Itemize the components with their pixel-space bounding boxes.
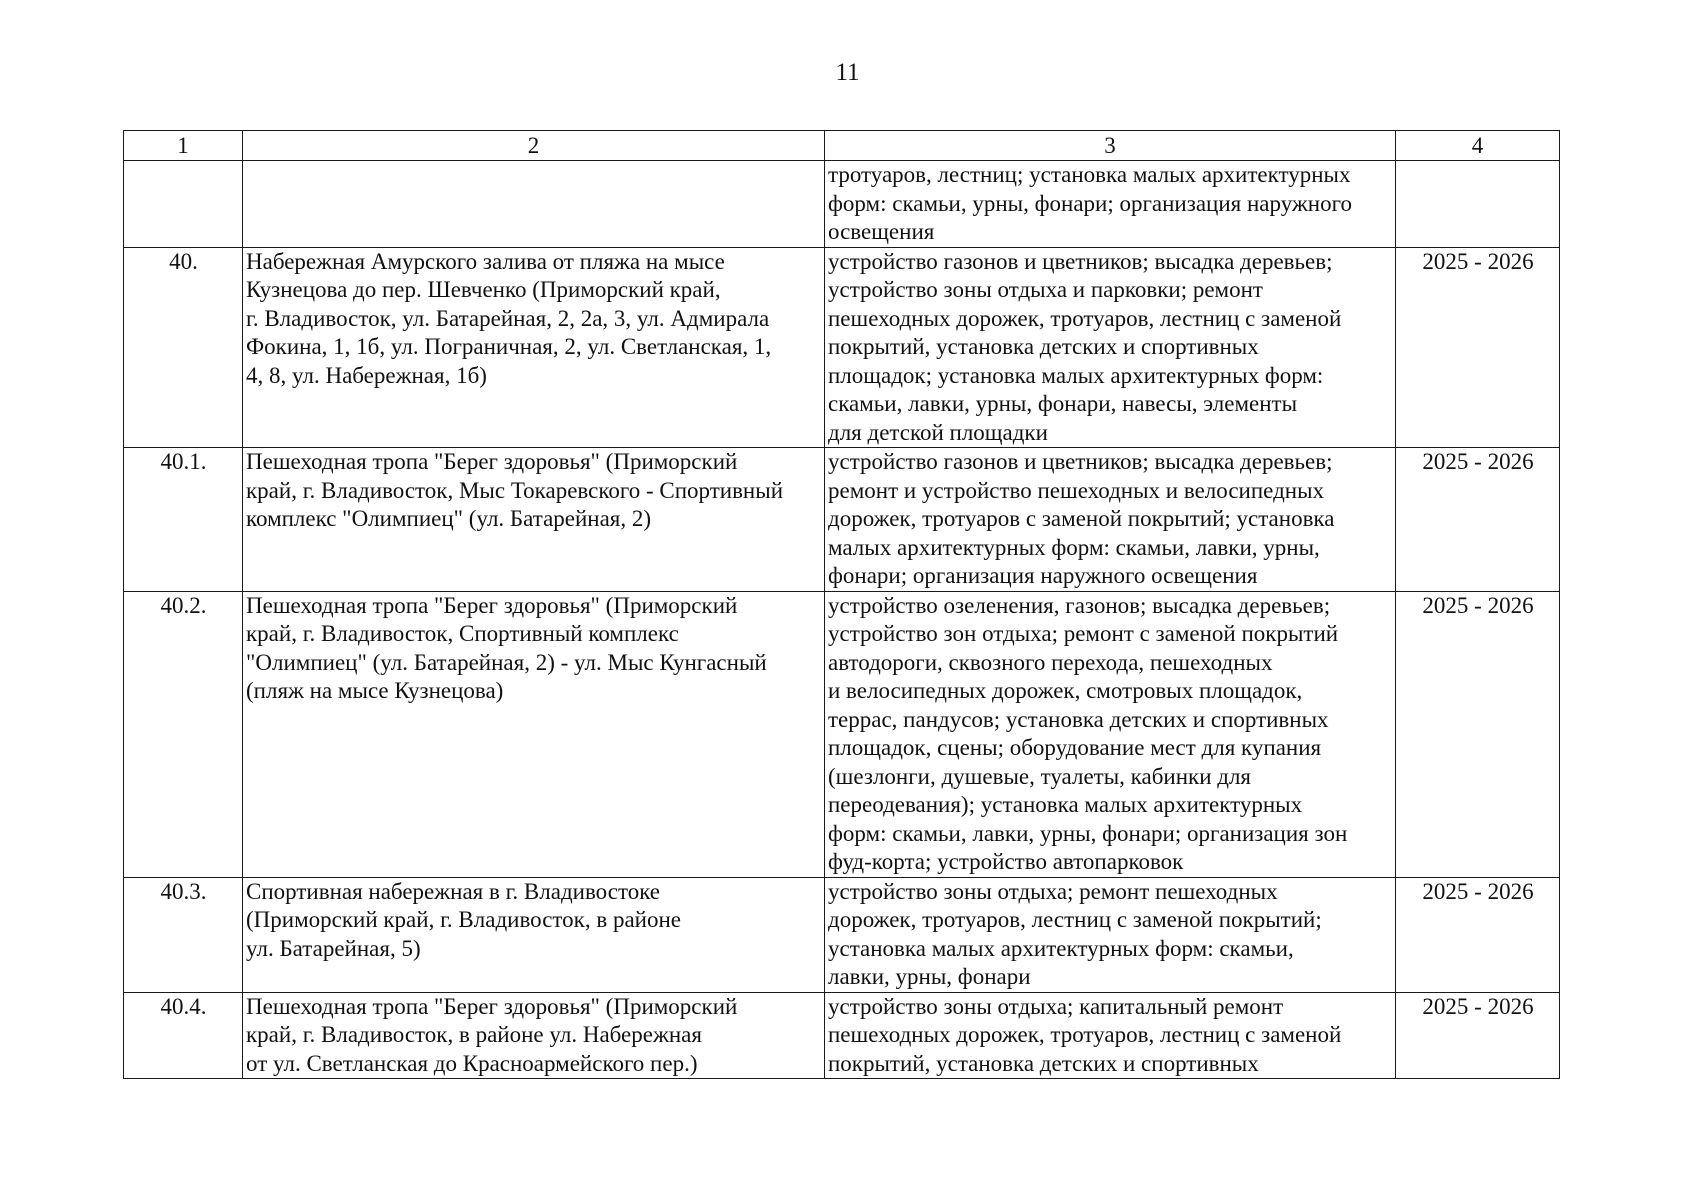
- works-cell: устройство газонов и цветников; высадка деревьев; ремонт и устройство пешеходных и велосипедных дорожек, тротуаров с заменой покрытий; установка малых архитектурных форм: скамьи, лавки, урны, фонари; организация наружного освещения: [825, 448, 1396, 592]
- works-cell: устройство озеленения, газонов; высадка деревьев; устройство зон отдыха; ремонт с заменой покрытий автодороги, сквозного перехода, пешеходных и велосипедных дорожек, смотровых площадок, террас, пандусов; установка детских и спортивных площадок, сцены; оборудование мест для купания (шезлонги, душевые, туалеты, кабинки для переодевания); установка малых архитектурных форм: скамьи, лавки, урны, фонари; организация зон фуд-корта; устройство автопарковок: [825, 591, 1396, 877]
- table-row: [124, 877, 1560, 992]
- object-cell: Пешеходная тропа "Берег здоровья" (Приморский край, г. Владивосток, в районе ул. Набережная от ул. Светланская до Красноармейского пер.): [243, 992, 825, 1079]
- table-row: [124, 247, 1560, 448]
- improvement-table: [123, 130, 1560, 1079]
- period-cell: 2025 - 2026: [1396, 448, 1560, 592]
- row-number: 40.1.: [124, 448, 243, 592]
- row-number: [124, 161, 243, 248]
- table-row: [124, 161, 1560, 248]
- object-cell: [243, 161, 825, 248]
- period-cell: 2025 - 2026: [1396, 591, 1560, 877]
- table-header-row: [124, 131, 1560, 161]
- row-number: 40.3.: [124, 877, 243, 992]
- works-cell: устройство зоны отдыха; капитальный ремонт пешеходных дорожек, тротуаров, лестниц с заменой покрытий, установка детских и спортивных: [825, 992, 1396, 1079]
- period-cell: 2025 - 2026: [1396, 992, 1560, 1079]
- object-cell: Спортивная набережная в г. Владивостоке (Приморский край, г. Владивосток, в районе ул. Батарейная, 5): [243, 877, 825, 992]
- table-row: [124, 591, 1560, 877]
- page-number: 11: [835, 59, 860, 86]
- row-number: 40.4.: [124, 992, 243, 1079]
- header-col-2: 2: [243, 131, 825, 161]
- period-cell: [1396, 161, 1560, 248]
- object-cell: Пешеходная тропа "Берег здоровья" (Приморский край, г. Владивосток, Мыс Токаревского - Спортивный комплекс "Олимпиец" (ул. Батарейная, 2): [243, 448, 825, 592]
- object-cell: Пешеходная тропа "Берег здоровья" (Приморский край, г. Владивосток, Спортивный комплекс "Олимпиец" (ул. Батарейная, 2) - ул. Мыс Кунгасный (пляж на мысе Кузнецова): [243, 591, 825, 877]
- works-cell: устройство газонов и цветников; высадка деревьев; устройство зоны отдыха и парковки; ремонт пешеходных дорожек, тротуаров, лестниц с заменой покрытий, установка детских и спортивных площадок; установка малых архитектурных форм: скамьи, лавки, урны, фонари, навесы, элементы для детской площадки: [825, 247, 1396, 448]
- works-cell: устройство зоны отдыха; ремонт пешеходных дорожек, тротуаров, лестниц с заменой покрытий; установка малых архитектурных форм: скамьи, лавки, урны, фонари: [825, 877, 1396, 992]
- header-col-4: 4: [1396, 131, 1560, 161]
- object-cell: Набережная Амурского залива от пляжа на мысе Кузнецова до пер. Шевченко (Приморский край, г. Владивосток, ул. Батарейная, 2, 2а, 3, ул. Адмирала Фокина, 1, 1б, ул. Пограничная, 2, ул. Светланская, 1, 4, 8, ул. Набережная, 1б): [243, 247, 825, 448]
- row-number: 40.2.: [124, 591, 243, 877]
- period-cell: 2025 - 2026: [1396, 877, 1560, 992]
- table-row: [124, 448, 1560, 592]
- header-col-1: 1: [124, 131, 243, 161]
- period-cell: 2025 - 2026: [1396, 247, 1560, 448]
- header-col-3: 3: [825, 131, 1396, 161]
- table-row: [124, 992, 1560, 1079]
- row-number: 40.: [124, 247, 243, 448]
- works-cell: тротуаров, лестниц; установка малых архитектурных форм: скамьи, урны, фонари; организация наружного освещения: [825, 161, 1396, 248]
